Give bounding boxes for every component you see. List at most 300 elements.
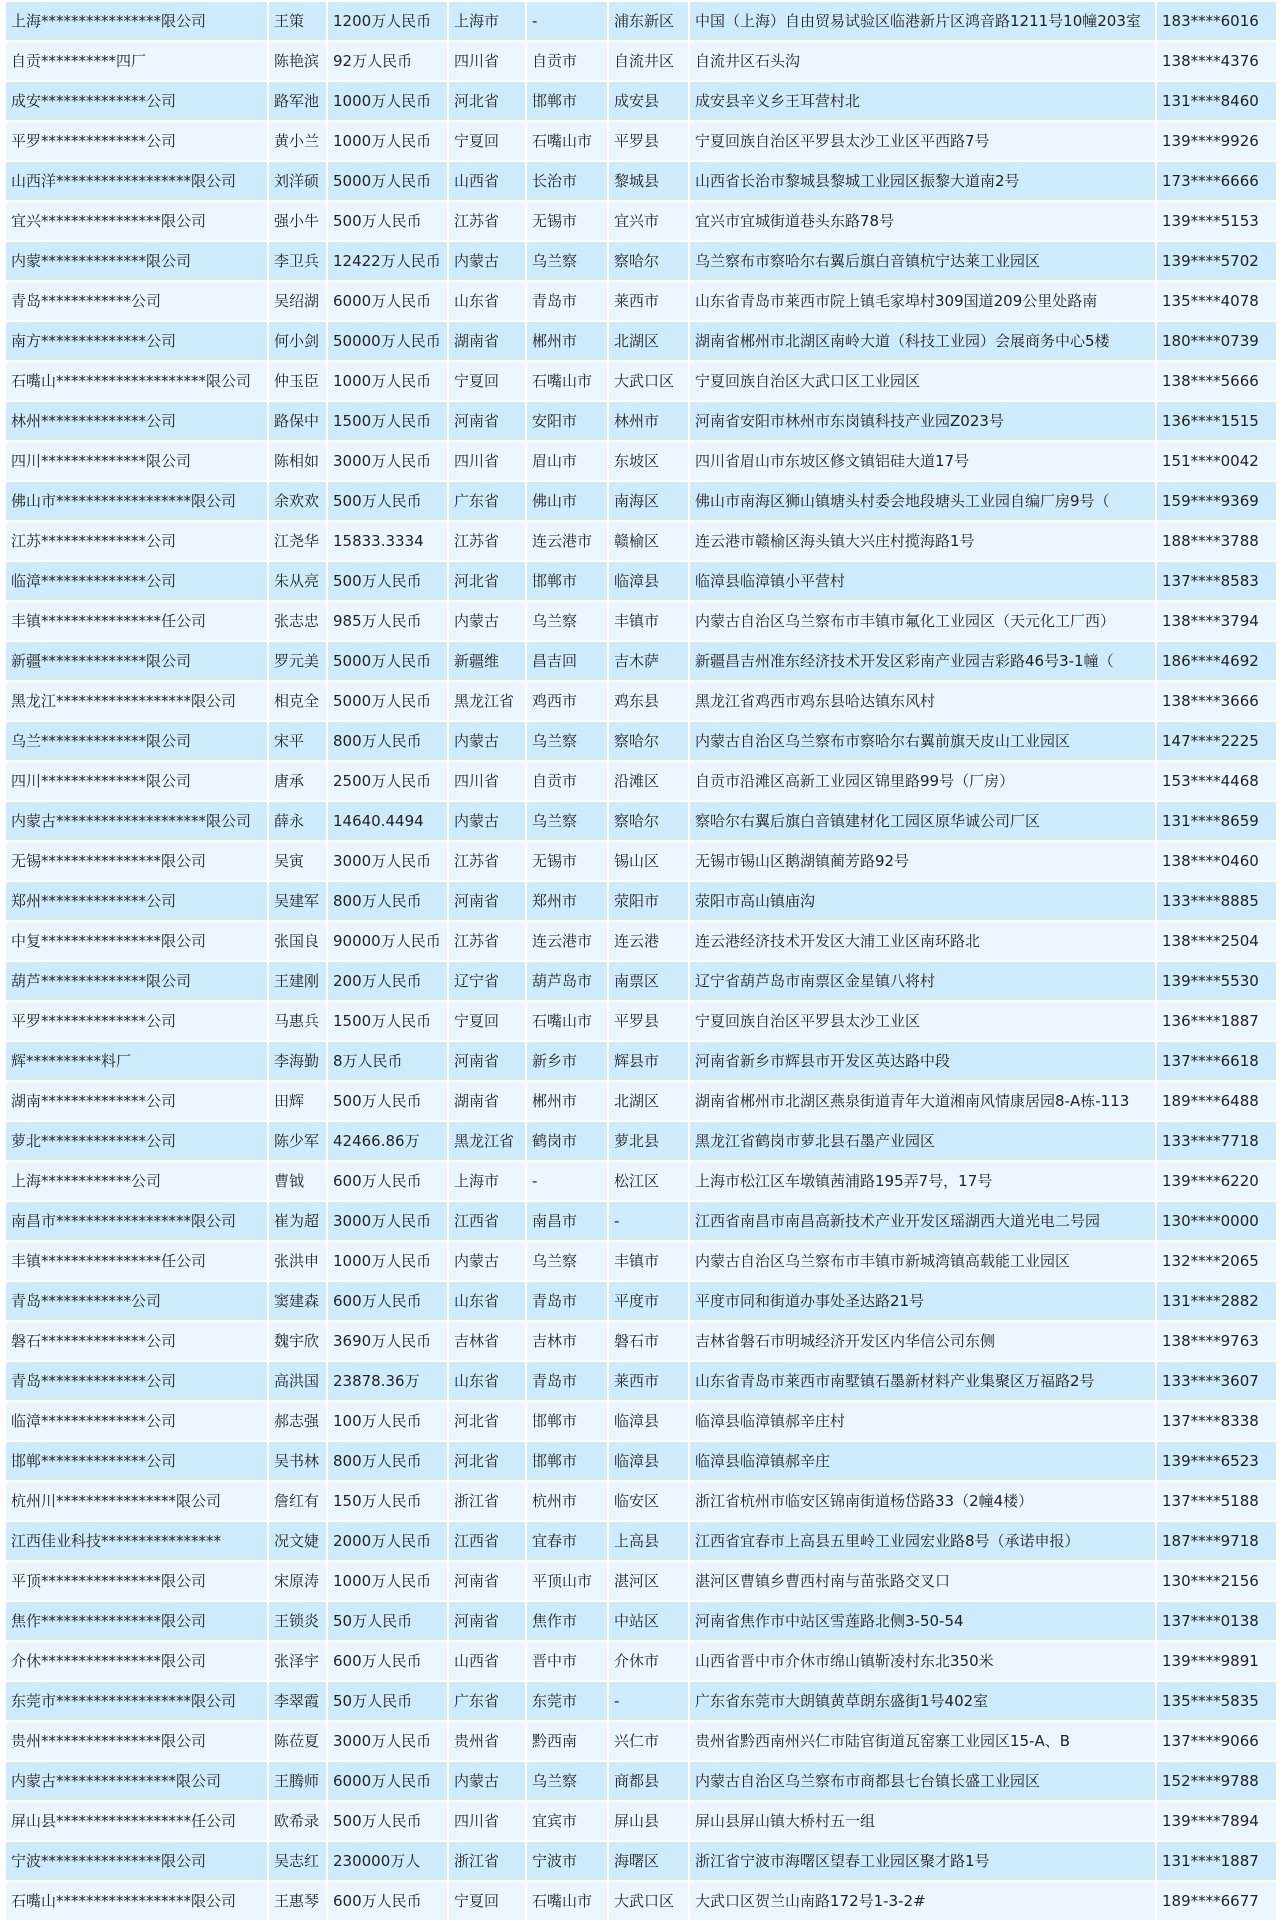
table-row — [5, 161, 1277, 201]
table-row — [5, 1161, 1277, 1201]
district-cell: 锡山区 — [608, 841, 689, 881]
table-body — [5, 1, 1277, 1921]
company-name-cell: 内蒙古****************限公司 — [5, 1761, 268, 1801]
table-row — [5, 1121, 1277, 1161]
address-cell: 上海市松江区车墩镇茜浦路195弄7号，17号 — [689, 1161, 1156, 1201]
table-row — [5, 601, 1277, 641]
province-cell: 浙江省 — [448, 1841, 526, 1881]
address-cell: 内蒙古自治区乌兰察布市察哈尔右翼前旗天皮山工业园区 — [689, 721, 1156, 761]
district-cell: 黎城县 — [608, 161, 689, 201]
city-cell: 青岛市 — [526, 1281, 608, 1321]
contact-person-cell: 张洪申 — [268, 1241, 327, 1281]
district-cell: 大武口区 — [608, 361, 689, 401]
district-cell: 自流井区 — [608, 41, 689, 81]
city-cell: 鹤岗市 — [526, 1121, 608, 1161]
company-name-cell: 佛山市******************限公司 — [5, 481, 268, 521]
city-cell: 邯郸市 — [526, 1441, 608, 1481]
contact-person-cell: 吴绍湖 — [268, 281, 327, 321]
table-row — [5, 1401, 1277, 1441]
phone-cell: 133****8885 — [1156, 881, 1277, 921]
registered-capital-cell: 100万人民币 — [327, 1401, 448, 1441]
address-cell: 宜兴市宜城街道巷头东路78号 — [689, 201, 1156, 241]
phone-cell: 159****9369 — [1156, 481, 1277, 521]
city-cell: 乌兰察 — [526, 1241, 608, 1281]
district-cell: 浦东新区 — [608, 1, 689, 41]
table-row — [5, 1681, 1277, 1721]
contact-person-cell: 张志忠 — [268, 601, 327, 641]
district-cell: 察哈尔 — [608, 241, 689, 281]
company-name-cell: 屏山县******************任公司 — [5, 1801, 268, 1841]
registered-capital-cell: 1000万人民币 — [327, 1241, 448, 1281]
phone-cell: 138****3794 — [1156, 601, 1277, 641]
contact-person-cell: 张泽宇 — [268, 1641, 327, 1681]
company-name-cell: 宜兴****************限公司 — [5, 201, 268, 241]
address-cell: 连云港市赣榆区海头镇大兴庄村揽海路1号 — [689, 521, 1156, 561]
company-table — [4, 0, 1278, 1922]
company-name-cell: 临漳**************公司 — [5, 1401, 268, 1441]
address-cell: 大武口区贺兰山南路172号1-3-2# — [689, 1881, 1156, 1921]
contact-person-cell: 陈少军 — [268, 1121, 327, 1161]
company-name-cell: 郑州**************公司 — [5, 881, 268, 921]
province-cell: 吉林省 — [448, 1321, 526, 1361]
contact-person-cell: 朱从亮 — [268, 561, 327, 601]
phone-cell: 133****7718 — [1156, 1121, 1277, 1161]
city-cell: 郴州市 — [526, 1081, 608, 1121]
contact-person-cell: 陈莅夏 — [268, 1721, 327, 1761]
district-cell: 介休市 — [608, 1641, 689, 1681]
address-cell: 山西省长治市黎城县黎城工业园区振黎大道南2号 — [689, 161, 1156, 201]
table-row — [5, 881, 1277, 921]
table-row — [5, 1281, 1277, 1321]
province-cell: 上海市 — [448, 1161, 526, 1201]
company-name-cell: 磐石**************公司 — [5, 1321, 268, 1361]
phone-cell: 187****9718 — [1156, 1521, 1277, 1561]
phone-cell: 137****9066 — [1156, 1721, 1277, 1761]
city-cell: 自贡市 — [526, 41, 608, 81]
phone-cell: 147****2225 — [1156, 721, 1277, 761]
registered-capital-cell: 1000万人民币 — [327, 121, 448, 161]
province-cell: 四川省 — [448, 441, 526, 481]
registered-capital-cell: 1200万人民币 — [327, 1, 448, 41]
province-cell: 广东省 — [448, 1681, 526, 1721]
contact-person-cell: 路军池 — [268, 81, 327, 121]
city-cell: - — [526, 1, 608, 41]
registered-capital-cell: 5000万人民币 — [327, 161, 448, 201]
city-cell: 吉林市 — [526, 1321, 608, 1361]
table-row — [5, 761, 1277, 801]
table-row — [5, 1881, 1277, 1921]
company-name-cell: 四川**************限公司 — [5, 761, 268, 801]
address-cell: 湖南省郴州市北湖区南岭大道（科技工业园）会展商务中心5楼 — [689, 321, 1156, 361]
company-name-cell: 自贡**********四厂 — [5, 41, 268, 81]
table-row — [5, 361, 1277, 401]
table-row — [5, 1841, 1277, 1881]
table-row — [5, 1081, 1277, 1121]
contact-person-cell: 王惠琴 — [268, 1881, 327, 1921]
city-cell: 安阳市 — [526, 401, 608, 441]
table-row — [5, 1801, 1277, 1841]
district-cell: 荥阳市 — [608, 881, 689, 921]
phone-cell: 139****5153 — [1156, 201, 1277, 241]
registered-capital-cell: 500万人民币 — [327, 561, 448, 601]
contact-person-cell: 陈艳滨 — [268, 41, 327, 81]
city-cell: 乌兰察 — [526, 241, 608, 281]
contact-person-cell: 路保中 — [268, 401, 327, 441]
company-name-cell: 临漳**************公司 — [5, 561, 268, 601]
district-cell: 东坡区 — [608, 441, 689, 481]
registered-capital-cell: 15833.3334 — [327, 521, 448, 561]
city-cell: 石嘴山市 — [526, 361, 608, 401]
phone-cell: 133****3607 — [1156, 1361, 1277, 1401]
city-cell: 石嘴山市 — [526, 121, 608, 161]
district-cell: 平罗县 — [608, 1001, 689, 1041]
registered-capital-cell: 1000万人民币 — [327, 1561, 448, 1601]
phone-cell: 137****8583 — [1156, 561, 1277, 601]
phone-cell: 135****4078 — [1156, 281, 1277, 321]
province-cell: 江西省 — [448, 1201, 526, 1241]
district-cell: 兴仁市 — [608, 1721, 689, 1761]
city-cell: 杭州市 — [526, 1481, 608, 1521]
province-cell: 河北省 — [448, 561, 526, 601]
contact-person-cell: 陈相如 — [268, 441, 327, 481]
phone-cell: 130****0000 — [1156, 1201, 1277, 1241]
registered-capital-cell: 42466.86万 — [327, 1121, 448, 1161]
contact-person-cell: 田辉 — [268, 1081, 327, 1121]
registered-capital-cell: 800万人民币 — [327, 881, 448, 921]
district-cell: 屏山县 — [608, 1801, 689, 1841]
contact-person-cell: 王锁炎 — [268, 1601, 327, 1641]
address-cell: 自流井区石头沟 — [689, 41, 1156, 81]
table-row — [5, 281, 1277, 321]
company-name-cell: 湖南**************公司 — [5, 1081, 268, 1121]
table-row — [5, 721, 1277, 761]
company-name-cell: 平罗**************公司 — [5, 1001, 268, 1041]
address-cell: 四川省眉山市东坡区修文镇铝硅大道17号 — [689, 441, 1156, 481]
phone-cell: 139****5530 — [1156, 961, 1277, 1001]
table-row — [5, 521, 1277, 561]
table-row — [5, 1601, 1277, 1641]
district-cell: 宜兴市 — [608, 201, 689, 241]
contact-person-cell: 李卫兵 — [268, 241, 327, 281]
address-cell: 宁夏回族自治区大武口区工业园区 — [689, 361, 1156, 401]
address-cell: 自贡市沿滩区高新工业园区锦里路99号（厂房） — [689, 761, 1156, 801]
contact-person-cell: 唐承 — [268, 761, 327, 801]
province-cell: 湖南省 — [448, 1081, 526, 1121]
address-cell: 河南省新乡市辉县市开发区英达路中段 — [689, 1041, 1156, 1081]
table-row — [5, 961, 1277, 1001]
phone-cell: 139****9891 — [1156, 1641, 1277, 1681]
province-cell: 内蒙古 — [448, 1761, 526, 1801]
company-name-cell: 青岛************公司 — [5, 1281, 268, 1321]
district-cell: 湛河区 — [608, 1561, 689, 1601]
table-row — [5, 41, 1277, 81]
province-cell: 河南省 — [448, 881, 526, 921]
registered-capital-cell: 2000万人民币 — [327, 1521, 448, 1561]
city-cell: 乌兰察 — [526, 801, 608, 841]
city-cell: 焦作市 — [526, 1601, 608, 1641]
registered-capital-cell: 12422万人民币 — [327, 241, 448, 281]
province-cell: 辽宁省 — [448, 961, 526, 1001]
table-row — [5, 1561, 1277, 1601]
company-name-cell: 萝北**************公司 — [5, 1121, 268, 1161]
contact-person-cell: 吴志红 — [268, 1841, 327, 1881]
address-cell: 辽宁省葫芦岛市南票区金星镇八将村 — [689, 961, 1156, 1001]
registered-capital-cell: 1500万人民币 — [327, 401, 448, 441]
province-cell: 宁夏回 — [448, 121, 526, 161]
company-name-cell: 上海****************限公司 — [5, 1, 268, 41]
company-name-cell: 青岛**************公司 — [5, 1361, 268, 1401]
company-name-cell: 南方**************公司 — [5, 321, 268, 361]
province-cell: 河南省 — [448, 1601, 526, 1641]
registered-capital-cell: 1000万人民币 — [327, 81, 448, 121]
table-row — [5, 81, 1277, 121]
phone-cell: 153****4468 — [1156, 761, 1277, 801]
province-cell: 河北省 — [448, 1401, 526, 1441]
registered-capital-cell: 50万人民币 — [327, 1601, 448, 1641]
company-name-cell: 葫芦**************限公司 — [5, 961, 268, 1001]
city-cell: 乌兰察 — [526, 601, 608, 641]
company-name-cell: 中复****************限公司 — [5, 921, 268, 961]
company-name-cell: 平罗**************公司 — [5, 121, 268, 161]
registered-capital-cell: 1000万人民币 — [327, 361, 448, 401]
province-cell: 浙江省 — [448, 1481, 526, 1521]
company-name-cell: 宁波****************限公司 — [5, 1841, 268, 1881]
registered-capital-cell: 3000万人民币 — [327, 841, 448, 881]
phone-cell: 135****5835 — [1156, 1681, 1277, 1721]
city-cell: 邯郸市 — [526, 81, 608, 121]
district-cell: 北湖区 — [608, 321, 689, 361]
registered-capital-cell: 92万人民币 — [327, 41, 448, 81]
registered-capital-cell: 50万人民币 — [327, 1681, 448, 1721]
province-cell: 新疆维 — [448, 641, 526, 681]
address-cell: 宁夏回族自治区平罗县太沙工业区 — [689, 1001, 1156, 1041]
district-cell: 南海区 — [608, 481, 689, 521]
city-cell: 青岛市 — [526, 1361, 608, 1401]
contact-person-cell: 薛永 — [268, 801, 327, 841]
city-cell: 邯郸市 — [526, 561, 608, 601]
city-cell: 长治市 — [526, 161, 608, 201]
registered-capital-cell: 3690万人民币 — [327, 1321, 448, 1361]
contact-person-cell: 郝志强 — [268, 1401, 327, 1441]
district-cell: 松江区 — [608, 1161, 689, 1201]
district-cell: 察哈尔 — [608, 801, 689, 841]
table-row — [5, 1041, 1277, 1081]
registered-capital-cell: 800万人民币 — [327, 1441, 448, 1481]
phone-cell: 138****5666 — [1156, 361, 1277, 401]
contact-person-cell: 张国良 — [268, 921, 327, 961]
contact-person-cell: 江尧华 — [268, 521, 327, 561]
table-row — [5, 801, 1277, 841]
address-cell: 乌兰察布市察哈尔右翼后旗白音镇杭宁达莱工业园区 — [689, 241, 1156, 281]
table-row — [5, 1521, 1277, 1561]
district-cell: 沿滩区 — [608, 761, 689, 801]
address-cell: 河南省焦作市中站区雪莲路北侧3-50-54 — [689, 1601, 1156, 1641]
table-row — [5, 1, 1277, 41]
city-cell: - — [526, 1161, 608, 1201]
contact-person-cell: 强小牛 — [268, 201, 327, 241]
address-cell: 平度市同和街道办事处圣达路21号 — [689, 1281, 1156, 1321]
district-cell: 林州市 — [608, 401, 689, 441]
district-cell: 北湖区 — [608, 1081, 689, 1121]
district-cell: 平度市 — [608, 1281, 689, 1321]
province-cell: 黑龙江省 — [448, 681, 526, 721]
company-name-cell: 青岛************公司 — [5, 281, 268, 321]
contact-person-cell: 崔为超 — [268, 1201, 327, 1241]
province-cell: 江苏省 — [448, 201, 526, 241]
company-name-cell: 上海************公司 — [5, 1161, 268, 1201]
address-cell: 宁夏回族自治区平罗县太沙工业区平西路7号 — [689, 121, 1156, 161]
district-cell: 临漳县 — [608, 1441, 689, 1481]
registered-capital-cell: 14640.4494 — [327, 801, 448, 841]
phone-cell: 137****0138 — [1156, 1601, 1277, 1641]
company-name-cell: 石嘴山******************限公司 — [5, 1881, 268, 1921]
phone-cell: 189****6677 — [1156, 1881, 1277, 1921]
phone-cell: 173****6666 — [1156, 161, 1277, 201]
company-name-cell: 乌兰**************限公司 — [5, 721, 268, 761]
district-cell: 吉木萨 — [608, 641, 689, 681]
phone-cell: 130****2156 — [1156, 1561, 1277, 1601]
table-row — [5, 401, 1277, 441]
phone-cell: 180****0739 — [1156, 321, 1277, 361]
district-cell: 临漳县 — [608, 1401, 689, 1441]
district-cell: 莱西市 — [608, 1361, 689, 1401]
address-cell: 浙江省宁波市海曙区望春工业园区聚才路1号 — [689, 1841, 1156, 1881]
phone-cell: 151****0042 — [1156, 441, 1277, 481]
table-row — [5, 1761, 1277, 1801]
province-cell: 四川省 — [448, 761, 526, 801]
address-cell: 黑龙江省鸡西市鸡东县哈达镇东风村 — [689, 681, 1156, 721]
city-cell: 东莞市 — [526, 1681, 608, 1721]
contact-person-cell: 宋原涛 — [268, 1561, 327, 1601]
province-cell: 山东省 — [448, 1361, 526, 1401]
registered-capital-cell: 6000万人民币 — [327, 1761, 448, 1801]
district-cell: 平罗县 — [608, 121, 689, 161]
city-cell: 平顶山市 — [526, 1561, 608, 1601]
table-row — [5, 481, 1277, 521]
company-name-cell: 新疆**************限公司 — [5, 641, 268, 681]
company-name-cell: 焦作****************限公司 — [5, 1601, 268, 1641]
district-cell: 察哈尔 — [608, 721, 689, 761]
phone-cell: 189****6488 — [1156, 1081, 1277, 1121]
district-cell: 辉县市 — [608, 1041, 689, 1081]
company-name-cell: 林州**************公司 — [5, 401, 268, 441]
province-cell: 宁夏回 — [448, 361, 526, 401]
address-cell: 成安县辛义乡王耳营村北 — [689, 81, 1156, 121]
contact-person-cell: 李翠霞 — [268, 1681, 327, 1721]
contact-person-cell: 黄小兰 — [268, 121, 327, 161]
phone-cell: 131****1887 — [1156, 1841, 1277, 1881]
contact-person-cell: 詹红有 — [268, 1481, 327, 1521]
city-cell: 石嘴山市 — [526, 1001, 608, 1041]
province-cell: 山西省 — [448, 1641, 526, 1681]
contact-person-cell: 仲玉臣 — [268, 361, 327, 401]
province-cell: 宁夏回 — [448, 1001, 526, 1041]
table-row — [5, 321, 1277, 361]
city-cell: 南昌市 — [526, 1201, 608, 1241]
city-cell: 无锡市 — [526, 201, 608, 241]
city-cell: 连云港市 — [526, 521, 608, 561]
province-cell: 河南省 — [448, 1041, 526, 1081]
contact-person-cell: 魏宇欣 — [268, 1321, 327, 1361]
province-cell: 黑龙江省 — [448, 1121, 526, 1161]
district-cell: 中站区 — [608, 1601, 689, 1641]
table-row — [5, 841, 1277, 881]
table-row — [5, 1481, 1277, 1521]
registered-capital-cell: 600万人民币 — [327, 1281, 448, 1321]
phone-cell: 137****5188 — [1156, 1481, 1277, 1521]
table-row — [5, 561, 1277, 601]
contact-person-cell: 王腾师 — [268, 1761, 327, 1801]
province-cell: 江苏省 — [448, 521, 526, 561]
registered-capital-cell: 500万人民币 — [327, 201, 448, 241]
phone-cell: 131****2882 — [1156, 1281, 1277, 1321]
table-row — [5, 1321, 1277, 1361]
registered-capital-cell: 3000万人民币 — [327, 441, 448, 481]
phone-cell: 132****2065 — [1156, 1241, 1277, 1281]
city-cell: 昌吉回 — [526, 641, 608, 681]
district-cell: 磐石市 — [608, 1321, 689, 1361]
registered-capital-cell: 3000万人民币 — [327, 1201, 448, 1241]
contact-person-cell: 马惠兵 — [268, 1001, 327, 1041]
city-cell: 郴州市 — [526, 321, 608, 361]
city-cell: 新乡市 — [526, 1041, 608, 1081]
city-cell: 石嘴山市 — [526, 1881, 608, 1921]
contact-person-cell: 欧希录 — [268, 1801, 327, 1841]
province-cell: 山西省 — [448, 161, 526, 201]
phone-cell: 152****9788 — [1156, 1761, 1277, 1801]
registered-capital-cell: 800万人民币 — [327, 721, 448, 761]
district-cell: 南票区 — [608, 961, 689, 1001]
address-cell: 内蒙古自治区乌兰察布市商都县七台镇长盛工业园区 — [689, 1761, 1156, 1801]
contact-person-cell: 刘洋硕 — [268, 161, 327, 201]
company-name-cell: 介休****************限公司 — [5, 1641, 268, 1681]
province-cell: 内蒙古 — [448, 721, 526, 761]
city-cell: 佛山市 — [526, 481, 608, 521]
company-name-cell: 黑龙江******************限公司 — [5, 681, 268, 721]
province-cell: 江苏省 — [448, 921, 526, 961]
table-row — [5, 681, 1277, 721]
phone-cell: 136****1515 — [1156, 401, 1277, 441]
address-cell: 屏山县屏山镇大桥村五一组 — [689, 1801, 1156, 1841]
registered-capital-cell: 3000万人民币 — [327, 1721, 448, 1761]
table-row — [5, 201, 1277, 241]
company-name-cell: 无锡****************限公司 — [5, 841, 268, 881]
registered-capital-cell: 500万人民币 — [327, 1081, 448, 1121]
city-cell: 眉山市 — [526, 441, 608, 481]
province-cell: 河南省 — [448, 1561, 526, 1601]
province-cell: 江苏省 — [448, 841, 526, 881]
company-name-cell: 山西洋******************限公司 — [5, 161, 268, 201]
phone-cell: 138****4376 — [1156, 41, 1277, 81]
phone-cell: 139****7894 — [1156, 1801, 1277, 1841]
address-cell: 无锡市锡山区鹅湖镇蔺芳路92号 — [689, 841, 1156, 881]
district-cell: 大武口区 — [608, 1881, 689, 1921]
phone-cell: 131****8460 — [1156, 81, 1277, 121]
table-row — [5, 1241, 1277, 1281]
phone-cell: 138****3666 — [1156, 681, 1277, 721]
registered-capital-cell: 1500万人民币 — [327, 1001, 448, 1041]
address-cell: 山西省晋中市介休市绵山镇靳凌村东北350米 — [689, 1641, 1156, 1681]
contact-person-cell: 罗元美 — [268, 641, 327, 681]
city-cell: 宜春市 — [526, 1521, 608, 1561]
company-name-cell: 江苏**************公司 — [5, 521, 268, 561]
city-cell: 葫芦岛市 — [526, 961, 608, 1001]
city-cell: 晋中市 — [526, 1641, 608, 1681]
registered-capital-cell: 2500万人民币 — [327, 761, 448, 801]
address-cell: 中国（上海）自由贸易试验区临港新片区鸿音路1211号10幢203室 — [689, 1, 1156, 41]
table-row — [5, 121, 1277, 161]
contact-person-cell: 窦建森 — [268, 1281, 327, 1321]
